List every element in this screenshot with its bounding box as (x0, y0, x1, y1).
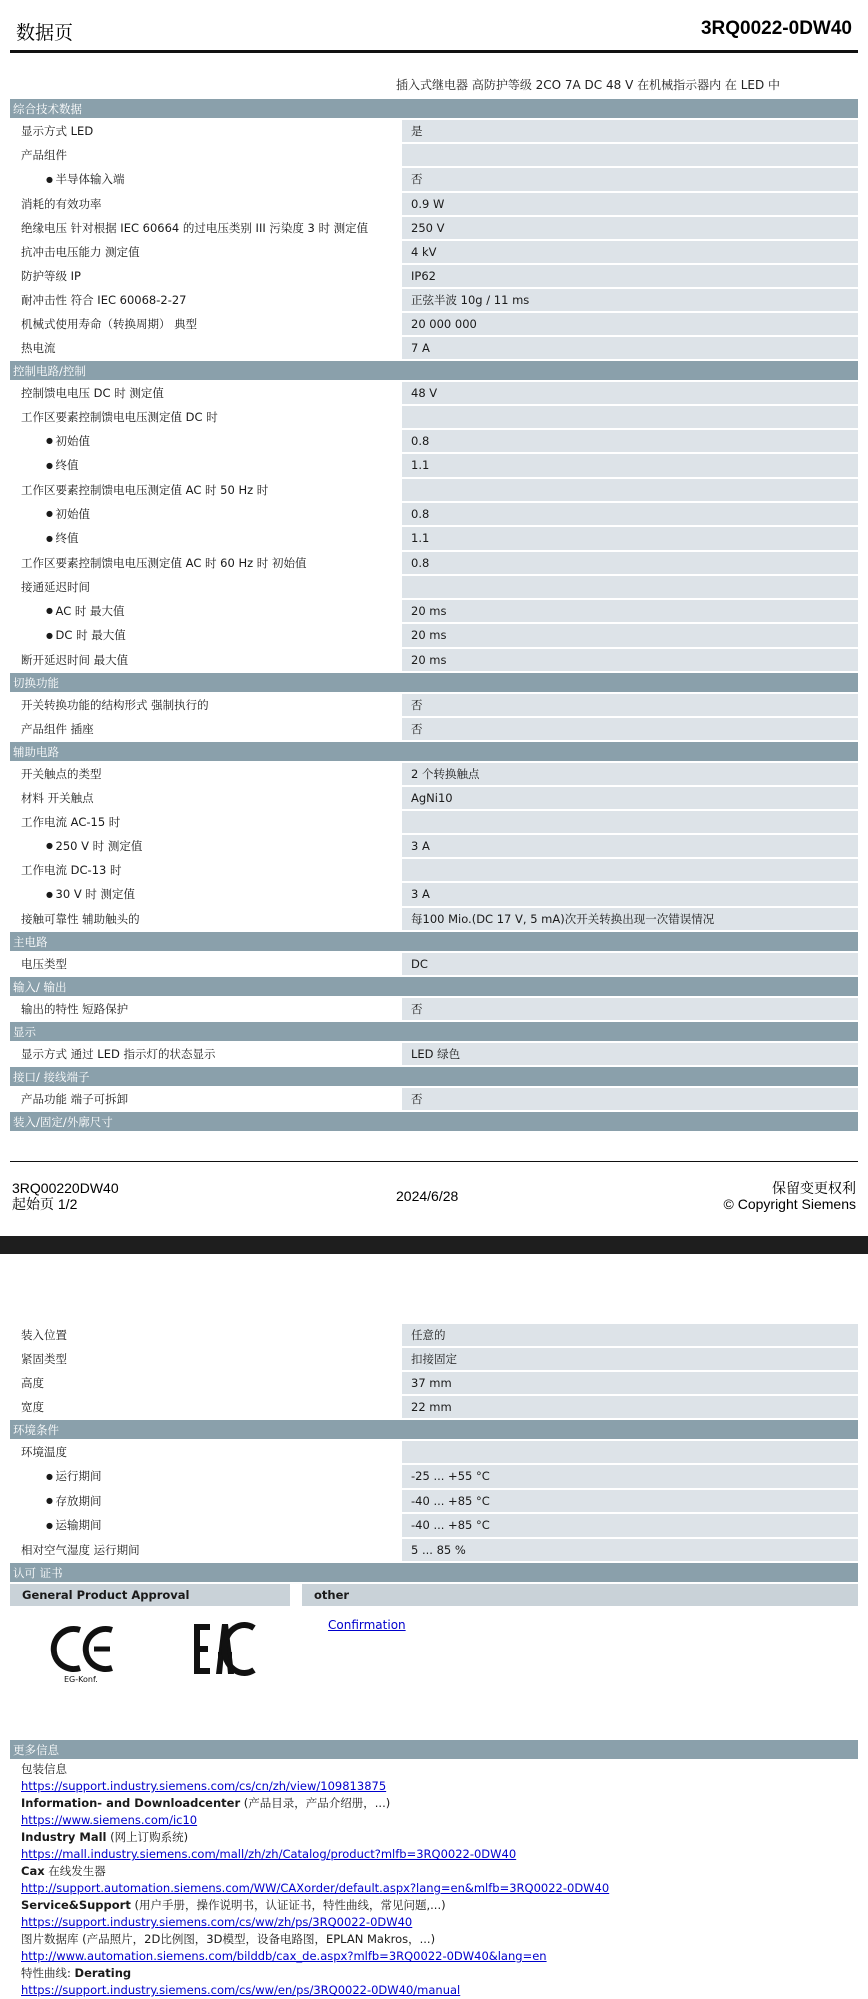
spec-value: 任意的 (402, 1324, 858, 1346)
more-info-title (21, 1795, 858, 1812)
spec-value: 否 (402, 168, 858, 191)
cert-col-other: other (302, 1584, 858, 1606)
spec-row (10, 1088, 858, 1112)
section-header: 环境条件 (10, 1420, 858, 1441)
footer-page-number: 起始页 1/2 (12, 1196, 78, 1212)
more-info-title-text: 包装信息 (21, 1762, 67, 1776)
spec-value (402, 1441, 858, 1463)
spec-label: 工作区要素控制馈电电压测定值 AC 时 50 Hz 时 (10, 479, 393, 501)
more-info-title-prefix: 特性曲线: (21, 1966, 75, 1980)
spec-row (10, 694, 858, 718)
cert-col-general-approval: General Product Approval (10, 1584, 290, 1606)
more-info-link[interactable]: https://www.siemens.com/ic10 (21, 1813, 198, 1827)
spec-label: 开关触点的类型 (10, 763, 393, 785)
spec-row (10, 217, 858, 241)
spec-row (10, 883, 858, 908)
spec-value: 7 A (402, 337, 858, 359)
certificate-header-row (10, 1584, 858, 1606)
spec-row (10, 289, 858, 313)
spec-label: 抗冲击电压能力 测定值 (10, 241, 393, 263)
spec-label: ● AC 时 最大值 (10, 600, 393, 623)
more-info-title-bold: Cax (21, 1864, 45, 1878)
more-info-title (21, 1761, 858, 1778)
more-info-link[interactable]: https://support.industry.siemens.com/cs/cn/zh/view/109813875 (21, 1779, 387, 1793)
spec-label: 电压类型 (10, 953, 393, 975)
section-header: 接口/ 接线端子 (10, 1067, 858, 1088)
spec-row (10, 382, 858, 406)
spec-value: 否 (402, 694, 858, 716)
spec-value: 0.8 (402, 430, 858, 453)
spec-value: AgNi10 (402, 787, 858, 809)
section-header: 装入/固定/外廓尺寸 (10, 1112, 858, 1133)
spec-row (10, 763, 858, 787)
spec-row (10, 1324, 858, 1348)
spec-row (10, 835, 858, 860)
spec-label: 输出的特性 短路保护 (10, 998, 393, 1020)
spec-label: 控制馈电电压 DC 时 测定值 (10, 382, 393, 404)
spec-value: LED 绿色 (402, 1043, 858, 1065)
spec-row (10, 527, 858, 552)
spec-value: -40 ... +85 °C (402, 1490, 858, 1513)
spec-value: -40 ... +85 °C (402, 1514, 858, 1537)
certificate-table (10, 1584, 858, 1736)
more-info-title-rest: (用户手册，操作说明书，认证证书，特性曲线，常见问题,...) (130, 1898, 446, 1912)
spec-label: ● 运输期间 (10, 1514, 393, 1537)
spec-value (402, 479, 858, 501)
spec-value (402, 811, 858, 833)
spec-value: 3 A (402, 835, 858, 858)
spec-label: 开关转换功能的结构形式 强制执行的 (10, 694, 393, 716)
more-info-title (21, 1897, 858, 1914)
spec-label: 环境温度 (10, 1441, 393, 1463)
section-header: 辅助电路 (10, 742, 858, 763)
more-info-title-rest: (产品目录，产品介绍册，...) (240, 1796, 391, 1810)
spec-value: 20 ms (402, 624, 858, 647)
spec-row (10, 1441, 858, 1465)
spec-label: ● 初始值 (10, 503, 393, 526)
spec-value: 1.1 (402, 527, 858, 550)
spec-row (10, 1348, 858, 1372)
ce-mark-icon[interactable] (50, 1624, 120, 1684)
spec-label: 断开延迟时间 最大值 (10, 649, 393, 671)
spec-table-page-2 (10, 1324, 858, 1584)
spec-row (10, 600, 858, 625)
more-info-link[interactable]: http://support.automation.siemens.com/WW/CAXorder/default.aspx?lang=en&mlfb=3RQ0022-0DW40 (21, 1881, 610, 1895)
spec-row (10, 787, 858, 811)
spec-row (10, 313, 858, 337)
spec-label: 耐冲击性 符合 IEC 60068-2-27 (10, 289, 393, 311)
spec-row (10, 193, 858, 217)
spec-row (10, 337, 858, 361)
spec-value: 20 ms (402, 600, 858, 623)
spec-row (10, 168, 858, 193)
footer-article-number: 3RQ00220DW40 (12, 1180, 119, 1196)
spec-table-page-1 (10, 99, 858, 1133)
spec-label: 工作电流 AC-15 时 (10, 811, 393, 833)
header-divider (10, 50, 858, 53)
more-info-title (21, 1931, 858, 1948)
spec-row (10, 430, 858, 455)
spec-label: 显示方式 通过 LED 指示灯的状态显示 (10, 1043, 393, 1065)
eac-mark-icon[interactable] (192, 1622, 256, 1678)
spec-value: 5 ... 85 % (402, 1539, 858, 1561)
spec-label: 接通延迟时间 (10, 576, 393, 598)
footer-left (12, 1180, 119, 1212)
spec-label: ● 30 V 时 测定值 (10, 883, 393, 906)
spec-label: 防护等级 IP (10, 265, 393, 287)
spec-label: ● 250 V 时 测定值 (10, 835, 393, 858)
spec-label: 机械式使用寿命（转换周期） 典型 (10, 313, 393, 335)
spec-label: ● 运行期间 (10, 1465, 393, 1488)
spec-row (10, 624, 858, 649)
footer-date: 2024/6/28 (396, 1188, 459, 1204)
more-info-link[interactable]: https://mall.industry.siemens.com/mall/zh/zh/Catalog/product?mlfb=3RQ0022-0DW40 (21, 1847, 517, 1861)
spec-value: 否 (402, 718, 858, 740)
more-info-title-bold: Industry Mall (21, 1830, 107, 1844)
spec-row (10, 718, 858, 742)
footer-rights-notice: 保留变更权利 (772, 1180, 856, 1196)
spec-label: ● 存放期间 (10, 1490, 393, 1513)
spec-row (10, 503, 858, 528)
spec-label: 工作电流 DC-13 时 (10, 859, 393, 881)
spec-value: 2 个转换触点 (402, 763, 858, 785)
more-info-link[interactable]: http://www.automation.siemens.com/bilddb/cax_de.aspx?mlfb=3RQ0022-0DW40&lang=en (21, 1949, 547, 1963)
spec-label: ● 终值 (10, 454, 393, 477)
spec-value (402, 144, 858, 166)
spec-label: ● 终值 (10, 527, 393, 550)
spec-value: 0.9 W (402, 193, 858, 215)
spec-row (10, 811, 858, 835)
more-info-title-rest: (网上订购系统) (106, 1830, 189, 1844)
spec-value: 是 (402, 120, 858, 142)
spec-label: 紧固类型 (10, 1348, 393, 1370)
spec-row (10, 998, 858, 1022)
spec-value: 扣接固定 (402, 1348, 858, 1370)
footer-divider (10, 1161, 858, 1162)
section-header: 切换功能 (10, 673, 858, 694)
more-info-title-bold: Service&Support (21, 1898, 131, 1912)
more-info-link[interactable]: https://support.industry.siemens.com/cs/ww/zh/ps/3RQ0022-0DW40 (21, 1915, 413, 1929)
more-info-title-rest: 在线发生器 (44, 1864, 106, 1878)
spec-row (10, 454, 858, 479)
spec-value: 正弦半波 10g / 11 ms (402, 289, 858, 311)
spec-label: 产品组件 插座 (10, 718, 393, 740)
spec-row (10, 1539, 858, 1563)
section-header: 综合技术数据 (10, 99, 858, 120)
more-info-list (10, 1761, 858, 1999)
datasheet-page-2 (0, 1254, 868, 1998)
spec-label: ● DC 时 最大值 (10, 624, 393, 647)
section-header: 控制电路/控制 (10, 361, 858, 382)
spec-value: 20 ms (402, 649, 858, 671)
spec-label: 高度 (10, 1372, 393, 1394)
more-info-title (21, 1863, 858, 1880)
more-info-title-text: 图片数据库 (产品照片，2D比例图，3D模型，设备电路图，EPLAN Makros，...) (21, 1932, 436, 1946)
page-footer (12, 1180, 856, 1220)
spec-label: 工作区要素控制馈电电压测定值 DC 时 (10, 406, 393, 428)
spec-label: 接触可靠性 辅助触头的 (10, 908, 393, 930)
spec-value: 0.8 (402, 552, 858, 574)
spec-row (10, 241, 858, 265)
section-header: 主电路 (10, 932, 858, 953)
spec-row (10, 649, 858, 673)
spec-row (10, 120, 858, 144)
spec-value: 4 kV (402, 241, 858, 263)
spec-row (10, 552, 858, 576)
more-info-title (21, 1829, 858, 1846)
spec-row (10, 1372, 858, 1396)
spec-label: 热电流 (10, 337, 393, 359)
spec-row (10, 406, 858, 430)
spec-row (10, 265, 858, 289)
section-header-more-info: 更多信息 (10, 1740, 858, 1761)
spec-label: 工作区要素控制馈电电压测定值 AC 时 60 Hz 时 初始值 (10, 552, 393, 574)
spec-row (10, 144, 858, 168)
page-separator (0, 1236, 868, 1254)
spec-row (10, 1465, 858, 1490)
spec-row (10, 1043, 858, 1067)
spec-row (10, 859, 858, 883)
spec-value: 每100 Mio.(DC 17 V, 5 mA)次开关转换出现一次错误情况 (402, 908, 858, 930)
spec-row (10, 576, 858, 600)
spec-value: DC (402, 953, 858, 975)
spec-row (10, 479, 858, 503)
spec-row (10, 1490, 858, 1515)
product-number: 3RQ0022-0DW40 (700, 18, 852, 39)
spec-label: 产品功能 端子可拆卸 (10, 1088, 393, 1110)
spec-row (10, 1514, 858, 1539)
spec-value: 否 (402, 1088, 858, 1110)
footer-copyright: © Copyright Siemens (723, 1196, 856, 1212)
spec-row (10, 953, 858, 977)
spec-value: 250 V (402, 217, 858, 239)
spec-value: 否 (402, 998, 858, 1020)
certificate-body (10, 1606, 858, 1736)
spec-value: 3 A (402, 883, 858, 906)
section-header: 认可 证书 (10, 1563, 858, 1584)
spec-label: 绝缘电压 针对根据 IEC 60664 的过电压类别 III 污染度 3 时 测定值 (10, 217, 393, 239)
section-header: 显示 (10, 1022, 858, 1043)
spec-value: 37 mm (402, 1372, 858, 1394)
spec-value (402, 406, 858, 428)
more-info-title-bold: Derating (74, 1966, 132, 1980)
spec-label: 消耗的有效功率 (10, 193, 393, 215)
spec-label: 产品组件 (10, 144, 393, 166)
spec-label: 装入位置 (10, 1324, 393, 1346)
spec-value: 20 000 000 (402, 313, 858, 335)
spec-row (10, 908, 858, 932)
confirmation-link[interactable]: Confirmation (328, 1618, 406, 1632)
spec-value (402, 576, 858, 598)
datasheet-title: 数据页 (16, 22, 74, 44)
spec-value: IP62 (402, 265, 858, 287)
more-info-link[interactable]: https://support.industry.siemens.com/cs/ww/en/ps/3RQ0022-0DW40/manual (21, 1983, 461, 1997)
more-info-title-bold: Information- and Downloadcenter (21, 1796, 241, 1810)
spec-value: 0.8 (402, 503, 858, 526)
spec-value (402, 859, 858, 881)
spec-row (10, 1396, 858, 1420)
spec-label: ● 半导体输入端 (10, 168, 393, 191)
spec-value: 1.1 (402, 454, 858, 477)
spec-label: 显示方式 LED (10, 120, 393, 142)
ce-mark-caption: EG-Konf. (64, 1675, 98, 1684)
spec-label: 宽度 (10, 1396, 393, 1418)
more-info-title (21, 1965, 858, 1982)
more-info-block (10, 1740, 858, 1999)
product-description: 插入式继电器 高防护等级 2CO 7A DC 48 V 在机械指示器内 在 LED 中 (396, 78, 781, 92)
spec-value: 22 mm (402, 1396, 858, 1418)
footer-right (724, 1180, 856, 1212)
spec-label: ● 初始值 (10, 430, 393, 453)
spec-value: -25 ... +55 °C (402, 1465, 858, 1488)
spec-label: 材料 开关触点 (10, 787, 393, 809)
spec-value: 48 V (402, 382, 858, 404)
spec-label: 相对空气湿度 运行期间 (10, 1539, 393, 1561)
section-header: 输入/ 输出 (10, 977, 858, 998)
